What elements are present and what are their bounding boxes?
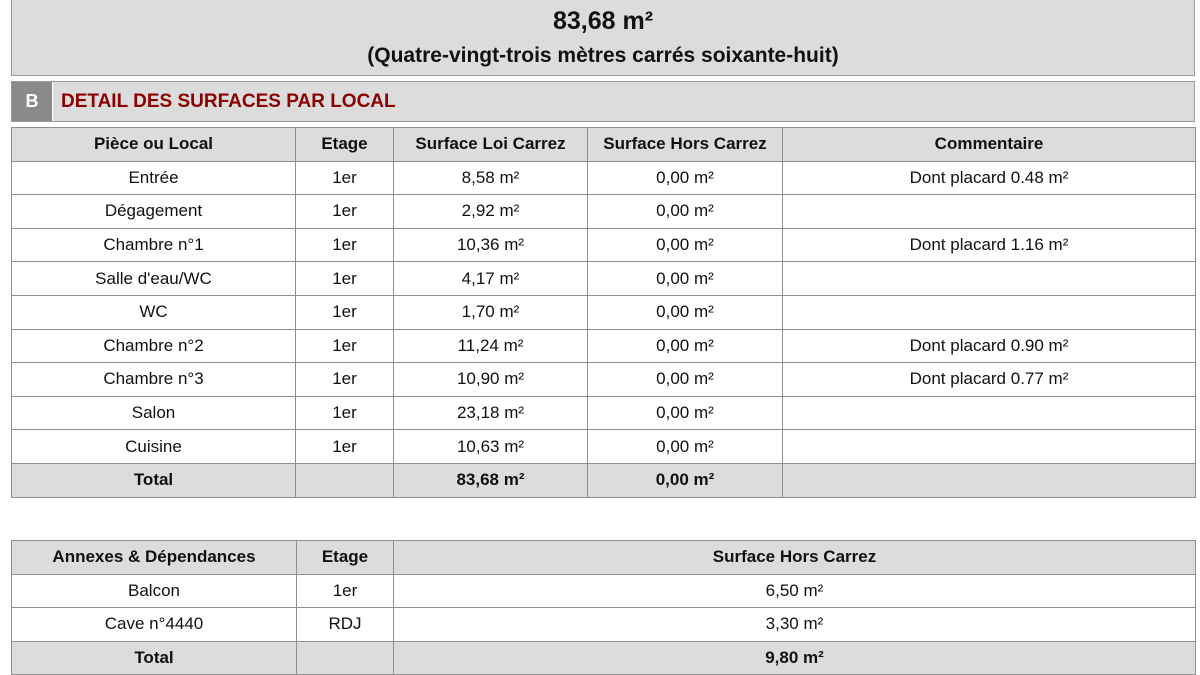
table-cell: 1er [296, 262, 394, 296]
table-row [12, 430, 1196, 464]
table-cell: Cuisine [12, 430, 296, 464]
table-row [12, 262, 1196, 296]
table-cell: 0,00 m² [588, 161, 783, 195]
table-cell: 1er [296, 161, 394, 195]
table-cell: 0,00 m² [588, 329, 783, 363]
table-row [12, 574, 1196, 608]
table-cell: 0,00 m² [588, 295, 783, 329]
table-cell: Dont placard 1.16 m² [783, 228, 1196, 262]
table-cell: 0,00 m² [588, 228, 783, 262]
section-letter: B [12, 82, 53, 121]
table-cell: 1,70 m² [394, 295, 588, 329]
table-cell: 10,90 m² [394, 363, 588, 397]
table-cell: 1er [296, 329, 394, 363]
table-cell: 23,18 m² [394, 396, 588, 430]
header-annexes: Annexes & Dépendances [12, 541, 297, 575]
table-cell: 10,63 m² [394, 430, 588, 464]
total-cell: Total [12, 641, 297, 675]
table-cell: Dont placard 0.90 m² [783, 329, 1196, 363]
table-cell: Entrée [12, 161, 296, 195]
header-loi-carrez: Surface Loi Carrez [394, 128, 588, 162]
total-cell [297, 641, 394, 675]
table-row [12, 396, 1196, 430]
header-piece: Pièce ou Local [12, 128, 296, 162]
table-row [12, 329, 1196, 363]
rooms-body [12, 161, 1196, 497]
table-cell: 3,30 m² [394, 608, 1196, 642]
summary-box [11, 0, 1195, 76]
total-row [12, 463, 1196, 497]
table-cell [783, 195, 1196, 229]
table-cell [783, 262, 1196, 296]
total-cell: 9,80 m² [394, 641, 1196, 675]
table-cell [783, 295, 1196, 329]
table-cell: Salon [12, 396, 296, 430]
table-cell: Chambre n°3 [12, 363, 296, 397]
table-cell: Cave n°4440 [12, 608, 297, 642]
table-cell: 1er [296, 363, 394, 397]
table-row [12, 195, 1196, 229]
table-cell: 0,00 m² [588, 396, 783, 430]
total-cell [296, 463, 394, 497]
table-cell: Chambre n°2 [12, 329, 296, 363]
table-cell: 4,17 m² [394, 262, 588, 296]
header-commentaire: Commentaire [783, 128, 1196, 162]
table-cell: WC [12, 295, 296, 329]
table-cell: 0,00 m² [588, 262, 783, 296]
table-cell: Dégagement [12, 195, 296, 229]
rooms-header-row [12, 128, 1196, 162]
header-etage: Etage [297, 541, 394, 575]
table-cell: 2,92 m² [394, 195, 588, 229]
header-hors-carrez: Surface Hors Carrez [588, 128, 783, 162]
total-area: 83,68 m² [552, 7, 654, 35]
table-row [12, 295, 1196, 329]
table-cell: 0,00 m² [588, 195, 783, 229]
table-cell: 1er [296, 195, 394, 229]
total-row [12, 641, 1196, 675]
section-header [11, 81, 1195, 122]
table-row [12, 161, 1196, 195]
table-cell: 8,58 m² [394, 161, 588, 195]
table-cell: 1er [297, 574, 394, 608]
table-cell: 1er [296, 396, 394, 430]
table-cell: 6,50 m² [394, 574, 1196, 608]
header-hors-carrez: Surface Hors Carrez [394, 541, 1196, 575]
table-cell: 1er [296, 228, 394, 262]
table-cell: 0,00 m² [588, 430, 783, 464]
annexes-table [11, 540, 1196, 675]
rooms-table [11, 127, 1196, 498]
table-cell [783, 396, 1196, 430]
table-cell [783, 430, 1196, 464]
table-cell: Dont placard 0.77 m² [783, 363, 1196, 397]
annexes-body [12, 574, 1196, 675]
table-cell: 10,36 m² [394, 228, 588, 262]
table-cell: Balcon [12, 574, 297, 608]
total-cell: Total [12, 463, 296, 497]
table-cell: 0,00 m² [588, 363, 783, 397]
table-cell: Dont placard 0.48 m² [783, 161, 1196, 195]
total-area-words: (Quatre-vingt-trois mètres carrés soixante-huit) [367, 44, 839, 67]
total-cell: 0,00 m² [588, 463, 783, 497]
table-cell: 11,24 m² [394, 329, 588, 363]
annexes-header-row [12, 541, 1196, 575]
table-row [12, 363, 1196, 397]
table-row [12, 608, 1196, 642]
table-cell: 1er [296, 430, 394, 464]
table-cell: 1er [296, 295, 394, 329]
table-cell: RDJ [297, 608, 394, 642]
table-cell: Chambre n°1 [12, 228, 296, 262]
table-row [12, 228, 1196, 262]
total-cell [783, 463, 1196, 497]
total-cell: 83,68 m² [394, 463, 588, 497]
header-etage: Etage [296, 128, 394, 162]
table-cell: Salle d'eau/WC [12, 262, 296, 296]
section-title: DETAIL DES SURFACES PAR LOCAL [61, 90, 396, 112]
